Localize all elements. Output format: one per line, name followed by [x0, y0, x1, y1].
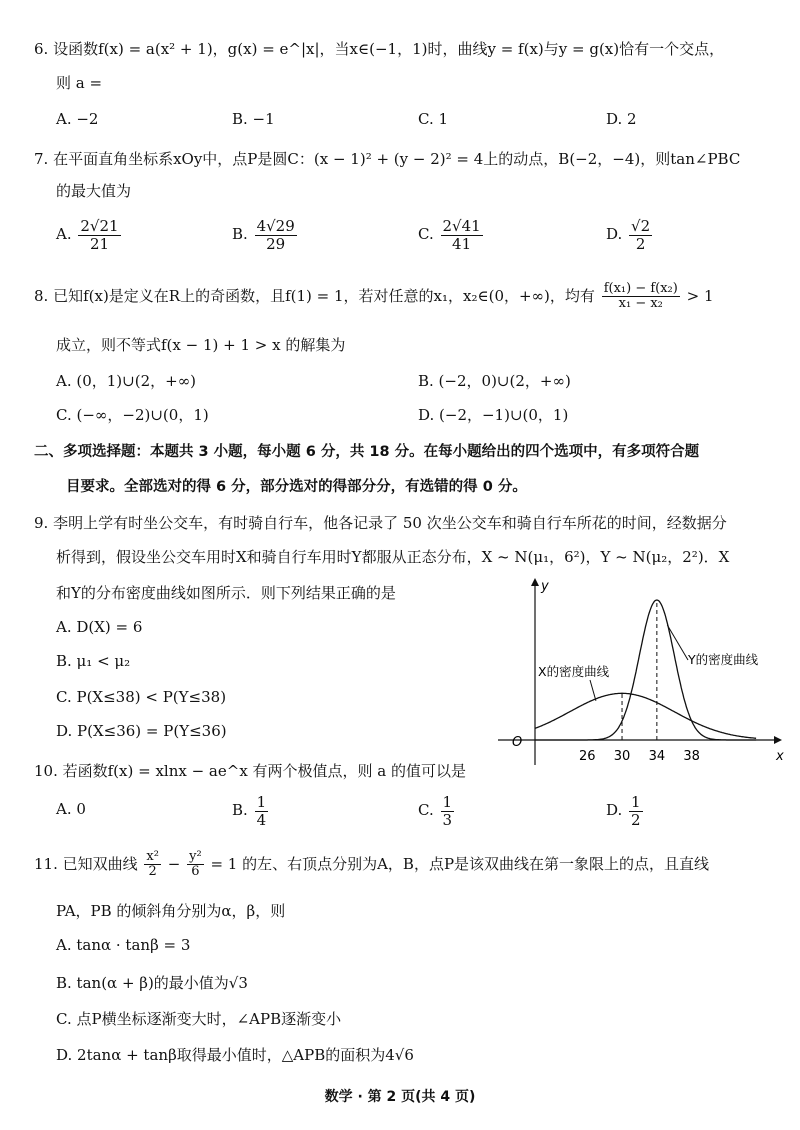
x-density-curve: [535, 693, 756, 738]
q8-stem-cont: 成立，则不等式f(x − 1) + 1 > x 的解集为: [56, 336, 346, 354]
q8-option-d: D. (−2，−1)∪(0，1): [418, 406, 569, 424]
q9-stem: 9. 李明上学有时坐公交车，有时骑自行车，他各记录了 50 次坐公交车和骑自行车所花的时间，经数据分: [34, 514, 727, 532]
section2-heading: 二、多项选择题：本题共 3 小题，每小题 6 分，共 18 分。在每小题给出的四个选项中，有多项符合题: [34, 444, 700, 460]
q8-option-b: B. (−2，0)∪(2，+∞): [418, 372, 571, 390]
density-chart: [490, 570, 790, 770]
q9-option-c: C. P(X≤38) < P(Y≤38): [56, 688, 227, 706]
origin-label: O: [512, 735, 523, 750]
q7-stem: 7. 在平面直角坐标系xOy中，点P是圆C：(x − 1)² + (y − 2)² = 4上的动点，B(−2，−4)，则tan∠PBC: [34, 150, 741, 168]
q7-option-a: A. $\frac{2√21}{21}$: [56, 217, 119, 253]
q6-option-c: C. 1: [418, 110, 449, 128]
q6-stem: 6. 设函数f(x) = a(x² + 1)，g(x) = e^|x|，当x∈(−1，1)时，曲线y = f(x)与y = g(x)恰有一个交点，: [34, 40, 725, 58]
q10-option-a: A. 0: [56, 800, 86, 818]
x-tick-label: 34: [648, 749, 666, 764]
q10-option-b: B. $\frac{1}{4}$: [232, 793, 267, 829]
q9-stem-line3: 和Y的分布密度曲线如图所示．则下列结果正确的是: [56, 584, 396, 602]
q10-option-d: D. $\frac{1}{2}$: [606, 793, 641, 829]
q11-option-a: A. tanα · tanβ = 3: [56, 936, 191, 954]
q7-stem-cont: 的最大值为: [56, 182, 132, 200]
q6-option-a: A. −2: [56, 110, 99, 128]
y-axis-label: y: [541, 579, 549, 594]
x-tick-label: 38: [683, 749, 700, 764]
q11-option-c: C. 点P横坐标逐渐变大时，∠APB逐渐变小: [56, 1010, 342, 1028]
q6-option-b: B. −1: [232, 110, 275, 128]
x-tick-label: 30: [613, 749, 631, 764]
q8-option-a: A. (0，1)∪(2，+∞): [56, 372, 197, 390]
q9-option-a: A. D(X) = 6: [56, 618, 143, 636]
q9-stem-line2: 析得到，假设坐公交车用时X和骑自行车用时Y都服从正态分布，X ~ N(μ₁，6²)，Y ~ N(μ₂，2²)．X: [56, 548, 730, 566]
q11-option-d: D. 2tanα + tanβ取得最小值时，△APB的面积为4√6: [56, 1046, 414, 1064]
q11-option-b: B. tan(α + β)的最小值为√3: [56, 974, 248, 992]
q6-stem-cont: 则 a =: [56, 74, 103, 92]
section2-heading-cont: 目要求。全部选对的得 6 分，部分选对的得部分分，有选错的得 0 分。: [66, 479, 527, 495]
q9-option-d: D. P(X≤36) = P(Y≤36): [56, 722, 227, 740]
q8-option-c: C. (−∞，−2)∪(0，1): [56, 406, 209, 424]
q7-option-c: C. $\frac{2√41}{41}$: [418, 217, 481, 253]
q9-option-b: B. μ₁ < μ₂: [56, 652, 131, 670]
x-tick-label: 26: [578, 749, 596, 764]
q10-option-c: C. $\frac{1}{3}$: [418, 793, 453, 829]
x-axis-label: x: [776, 749, 784, 764]
q8-stem: 8. 已知f(x)是定义在R上的奇函数，且f(1) = 1，若对任意的x₁，x₂∈(0，+∞)，均有 $\frac{\text{f(x₁) − f(x₂)}}{\text{x₁ − x₂}}$ > 1: [34, 281, 714, 312]
y-density-label: Y的密度曲线: [688, 652, 759, 667]
page-footer: 数学 · 第 2 页(共 4 页): [324, 1089, 476, 1105]
q11-stem: 11. 已知双曲线 $\frac{\text{x²}}{2}$ − $\frac{\text{y²}}{6}$ = 1 的左、右顶点分别为A，B，点P是该双曲线在第一象限上的点，且直线: [34, 849, 710, 880]
q6-option-d: D. 2: [606, 110, 637, 128]
q11-stem-cont: PA，PB 的倾斜角分别为α，β，则: [56, 902, 286, 920]
q7-option-b: B. $\frac{4√29}{29}$: [232, 217, 295, 253]
x-density-label: X的密度曲线: [538, 664, 610, 679]
q10-stem: 10. 若函数f(x) = xlnx − ae^x 有两个极值点，则 a 的值可以是: [34, 762, 467, 780]
q7-option-d: D. $\frac{√2}{2}$: [606, 217, 651, 253]
